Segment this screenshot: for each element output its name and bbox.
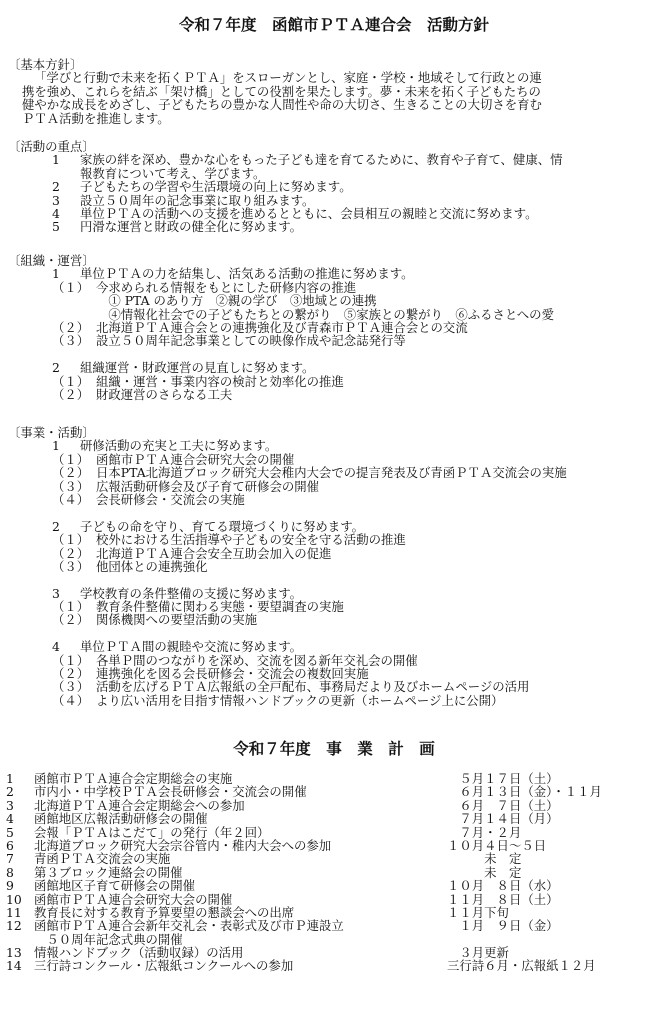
activity-subitem [0, 453, 668, 466]
activity-group [0, 640, 668, 653]
activity-group-text: 研修活動の充実と工夫に努めます。 [80, 438, 278, 454]
activity-subitem-text: 校外における生活指導や子どもの安全を守る活動の推進 [96, 532, 406, 548]
focus-item-text: 子どもたちの学習や生活環境の向上に努めます。 [80, 179, 352, 195]
plan-row [0, 826, 668, 839]
activity-group-number: 2 [52, 518, 60, 534]
activity-subitem-number: （２） [52, 666, 90, 682]
activity-subitem-text: 関係機関への要望活動の実施 [96, 612, 258, 628]
plan-row-date: １１月下旬 [447, 904, 509, 920]
activity-subitem-number: （２） [52, 465, 90, 481]
activity-group-number: 4 [52, 639, 60, 655]
activity-subitem [0, 560, 668, 573]
activity-subitem-text: 教育条件整備に関わる実態・要望調査の実施 [96, 599, 344, 615]
org-subitem [0, 294, 668, 307]
plan-row-text: 函館地区広報活動研修会の開催 [34, 811, 208, 827]
plan-row-date: １月 ９日（金） [447, 918, 559, 934]
activity-subitem-text: 会長研修会・交流会の実施 [96, 491, 245, 507]
org-subitem-number: （３） [52, 333, 90, 349]
plan-row [0, 772, 668, 785]
activity-subitem-number: （３） [52, 558, 90, 574]
plan-row-number: 10 [6, 891, 22, 907]
plan-row-date: １０月４日～５日 [447, 837, 547, 853]
plan-row [0, 799, 668, 812]
activity-subitem-number: （１） [52, 532, 90, 548]
focus-heading: 〔活動の重点〕 [8, 139, 95, 154]
org-subitem-text: 組織・運営・事業内容の検討と効率化の推進 [96, 373, 344, 389]
org-group-text: 組織運営・財政運営の見直しに努めます。 [80, 360, 315, 376]
focus-item-text: 家族の絆を深め、豊かな心をもった子ども達を育てるために、教育や子育て、健康、情 [80, 152, 563, 168]
plan-row-date: 未 定 [447, 851, 522, 867]
focus-item-number: 1 [52, 152, 60, 168]
plan-row-text: 北海道ブロック研究大会宗谷管内・稚内大会への参加 [34, 837, 332, 853]
activity-subitem-number: （３） [52, 679, 90, 695]
org-subitem-text: ④情報化社会での子どもたちとの繋がり ⑤家族との繋がり ⑥ふるさとへの愛 [96, 306, 554, 322]
activity-subitem-number: （１） [52, 451, 90, 467]
focus-item-continued [0, 167, 668, 180]
focus-item [0, 153, 668, 166]
focus-item-text: 円滑な運営と財政の健全化に努めます。 [80, 219, 303, 235]
activity-group [0, 439, 668, 452]
plan-row [0, 933, 668, 946]
activity-group-number: 3 [52, 585, 60, 601]
plan-row-number: 11 [6, 904, 22, 920]
activity-subitem [0, 493, 668, 506]
plan-row-text: 教育長に対する教育予算要望の懇談会への出席 [34, 904, 295, 920]
focus-item [0, 180, 668, 193]
org-subitem [0, 321, 668, 334]
plan-row-text: 三行詩コンクール・広報紙コンクールへの参加 [34, 958, 294, 974]
org-group [0, 267, 668, 280]
activity-subitem-text: 他団体との連携強化 [96, 558, 208, 574]
plan-row [0, 866, 668, 879]
basic-policy-line: 「学びと行動で未来を拓くＰＴＡ」をスローガンとし、家庭・学校・地域そして行政との連 [34, 70, 542, 86]
activity-subitem-number: （４） [52, 692, 90, 708]
activity-subitem [0, 547, 668, 560]
org-subitem [0, 281, 668, 294]
activities-heading: 〔事業・活動〕 [8, 425, 95, 440]
org-subitem-number: （２） [52, 386, 90, 402]
activity-subitem-number: （３） [52, 478, 90, 494]
plan-row-number: 2 [6, 784, 14, 800]
focus-item [0, 207, 668, 220]
activity-subitem-text: 日本PTA北海道ブロック研究大会稚内大会での提言発表及び青函ＰＴＡ交流会の実施 [96, 465, 567, 481]
activity-group-number: 1 [52, 438, 60, 454]
plan-row-number: 7 [6, 851, 14, 867]
plan-row-number: 8 [6, 864, 14, 880]
plan-row-date: １０月 ８日（水） [447, 878, 559, 894]
activity-subitem [0, 533, 668, 546]
plan-row-date: ５月１７日（土） [447, 771, 559, 786]
page-title: 令和７年度 函館市ＰＴＡ連合会 活動方針 [178, 15, 489, 34]
plan-row-number: 3 [6, 797, 14, 813]
activity-subitem [0, 600, 668, 613]
activity-subitem-text: 函館市ＰＴＡ連合会研究大会の開催 [96, 451, 295, 467]
org-subitem-text: 財政運営のさらなる工夫 [96, 386, 233, 402]
plan-row-number: 4 [6, 811, 14, 827]
org-subitem [0, 375, 668, 388]
plan-row [0, 919, 668, 932]
basic-policy-line: 携を強め、これらを結ぶ「架け橋」としての役割を果たします。夢・未来を拓く子どもたちの [22, 83, 541, 99]
plan-row-text: 北海道ＰＴＡ連合会定期総会への参加 [34, 797, 245, 813]
organization-heading: 〔組織・運営〕 [8, 253, 95, 268]
activity-subitem-text: 広報活動研修会及び子育て研修会の開催 [96, 478, 320, 494]
plan-row-date: ７月１４日（月） [447, 811, 559, 827]
focus-section [0, 140, 668, 234]
org-group [0, 361, 668, 374]
plan-row [0, 959, 668, 972]
activity-subitem-number: （４） [52, 491, 90, 507]
activity-subitem [0, 654, 668, 667]
activity-subitem [0, 680, 668, 693]
plan-row-text: ５０周年記念式典の開催 [34, 931, 183, 947]
org-subitem-text: 設立５０周年記念事業としての映像作成や記念誌発行等 [96, 333, 406, 349]
org-group-text: 単位ＰＴＡの力を結集し、活気ある活動の推進に努めます。 [80, 266, 414, 282]
plan-row-number: 12 [6, 918, 22, 934]
activity-subitem-text: 活動を広げるＰＴＡ広報紙の全戸配布、事務局だより及びホームページの活用 [96, 679, 530, 695]
plan-list [0, 772, 668, 973]
focus-item-number: 5 [52, 219, 60, 235]
focus-item-text: 報教育について考え、学びます。 [80, 165, 266, 181]
basic-policy-heading: 〔基本方針〕 [8, 57, 83, 72]
plan-row-date: ７月・２月 [447, 824, 522, 840]
plan-row [0, 946, 668, 959]
plan-title: 令和７年度 事 業 計 画 [233, 739, 435, 758]
plan-row [0, 785, 668, 798]
activity-subitem-number: （１） [52, 652, 90, 668]
org-subitem-text: 北海道ＰＴＡ連合会との連携強化及び青森市ＰＴＡ連合会との交流 [96, 319, 468, 335]
activity-group [0, 587, 668, 600]
activity-subitem [0, 613, 668, 626]
activity-subitem [0, 480, 668, 493]
org-subitem-text: 今求められる情報をもとにした研修内容の推進 [96, 279, 357, 295]
activity-subitem-number: （１） [52, 599, 90, 615]
org-subitem [0, 334, 668, 347]
plan-row-number: 13 [6, 945, 22, 961]
plan-row-number: 14 [6, 958, 22, 974]
org-subitem [0, 388, 668, 401]
plan-row-text: 情報ハンドブック（活動収録）の活用 [34, 945, 244, 961]
activity-subitem [0, 466, 668, 479]
plan-row [0, 812, 668, 825]
plan-row-date: ６月１３日（金）・１１月 [447, 784, 602, 800]
plan-row-date: 三行詩６月・広報紙１２月 [447, 958, 596, 974]
plan-row [0, 906, 668, 919]
activity-group-text: 単位ＰＴＡ間の親睦や交流に努めます。 [80, 639, 303, 655]
activity-group-text: 子どもの命を守り、育てる環境づくりに努めます。 [80, 518, 364, 534]
plan-row [0, 852, 668, 865]
activity-subitem-number: （２） [52, 612, 90, 628]
plan-row-date: ３月更新 [447, 945, 509, 961]
org-group-number: 1 [52, 266, 60, 282]
plan-row-number: 9 [6, 878, 14, 894]
org-subitem-number: （２） [52, 319, 90, 335]
activity-subitem-text: 連携強化を図る会長研修会・交流会の複数回実施 [96, 666, 369, 682]
plan-row [0, 879, 668, 892]
activity-subitem [0, 667, 668, 680]
plan-row-date: ６月 ７日（土） [447, 797, 559, 813]
plan-row-text: 函館地区子育て研修会の開催 [34, 878, 196, 894]
focus-item-number: 4 [52, 205, 60, 221]
basic-policy-section [0, 58, 668, 125]
plan-row [0, 839, 668, 852]
focus-item-number: 2 [52, 179, 60, 195]
focus-item [0, 220, 668, 233]
basic-policy-line: ＰＴＡ活動を推進します。 [22, 110, 170, 126]
plan-row-text: 市内小・中学校ＰＴＡ会長研修会・交流会の開催 [34, 784, 307, 800]
activity-subitem [0, 694, 668, 707]
activity-group-text: 学校教育の条件整備の支援に努めます。 [80, 585, 303, 601]
org-subitem [0, 308, 668, 321]
plan-row-text: 第３ブロック連絡会の開催 [34, 864, 183, 880]
org-subitem-number: （１） [52, 279, 90, 295]
plan-row-text: 函館市ＰＴＡ連合会新年交礼会・表彰式及び市Ｐ連設立 [34, 918, 344, 934]
activity-subitem-text: より広い活用を目指す情報ハンドブックの更新（ホームページ上に公開） [96, 692, 504, 708]
plan-row-number: 1 [6, 771, 14, 786]
org-subitem-text: ① PTA のあり方 ②親の学び ③地域との連携 [96, 293, 377, 309]
plan-row-text: 会報「ＰＴＡはこだて」の発行（年２回） [34, 824, 270, 840]
org-subitem-number: （１） [52, 373, 90, 389]
plan-row-text: 函館市ＰＴＡ連合会研究大会の開催 [34, 891, 233, 907]
plan-row [0, 893, 668, 906]
focus-item-number: 3 [52, 192, 60, 208]
activity-subitem-text: 各単Ｐ間のつながりを深め、交流を図る新年交礼会の開催 [96, 652, 418, 668]
activity-subitem-text: 北海道ＰＴＡ連合会安全互助会加入の促進 [96, 545, 332, 561]
organization-section [0, 254, 668, 401]
plan-row-number: 6 [6, 837, 14, 853]
focus-item [0, 194, 668, 207]
basic-policy-line: 健やかな成長をめざし、子どもたちの豊かな人間性や命の大切さ、生きることの大切さを育む [22, 97, 542, 113]
focus-item-text: 単位ＰＴＡの活動への支援を進めるとともに、会員相互の親睦と交流に努めます。 [80, 205, 538, 221]
plan-row-date: 未 定 [447, 864, 522, 880]
org-group-number: 2 [52, 360, 60, 376]
plan-row-date: １１月 ８日（土） [447, 891, 559, 907]
activity-subitem-number: （２） [52, 545, 90, 561]
activity-group [0, 520, 668, 533]
plan-row-text: 函館市ＰＴＡ連合会定期総会の実施 [34, 771, 233, 786]
focus-item-text: 設立５０周年の記念事業に取り組みます。 [80, 192, 315, 208]
activities-section [0, 426, 668, 707]
plan-row-number: 5 [6, 824, 14, 840]
plan-row-text: 青函ＰＴＡ交流会の実施 [34, 851, 171, 867]
